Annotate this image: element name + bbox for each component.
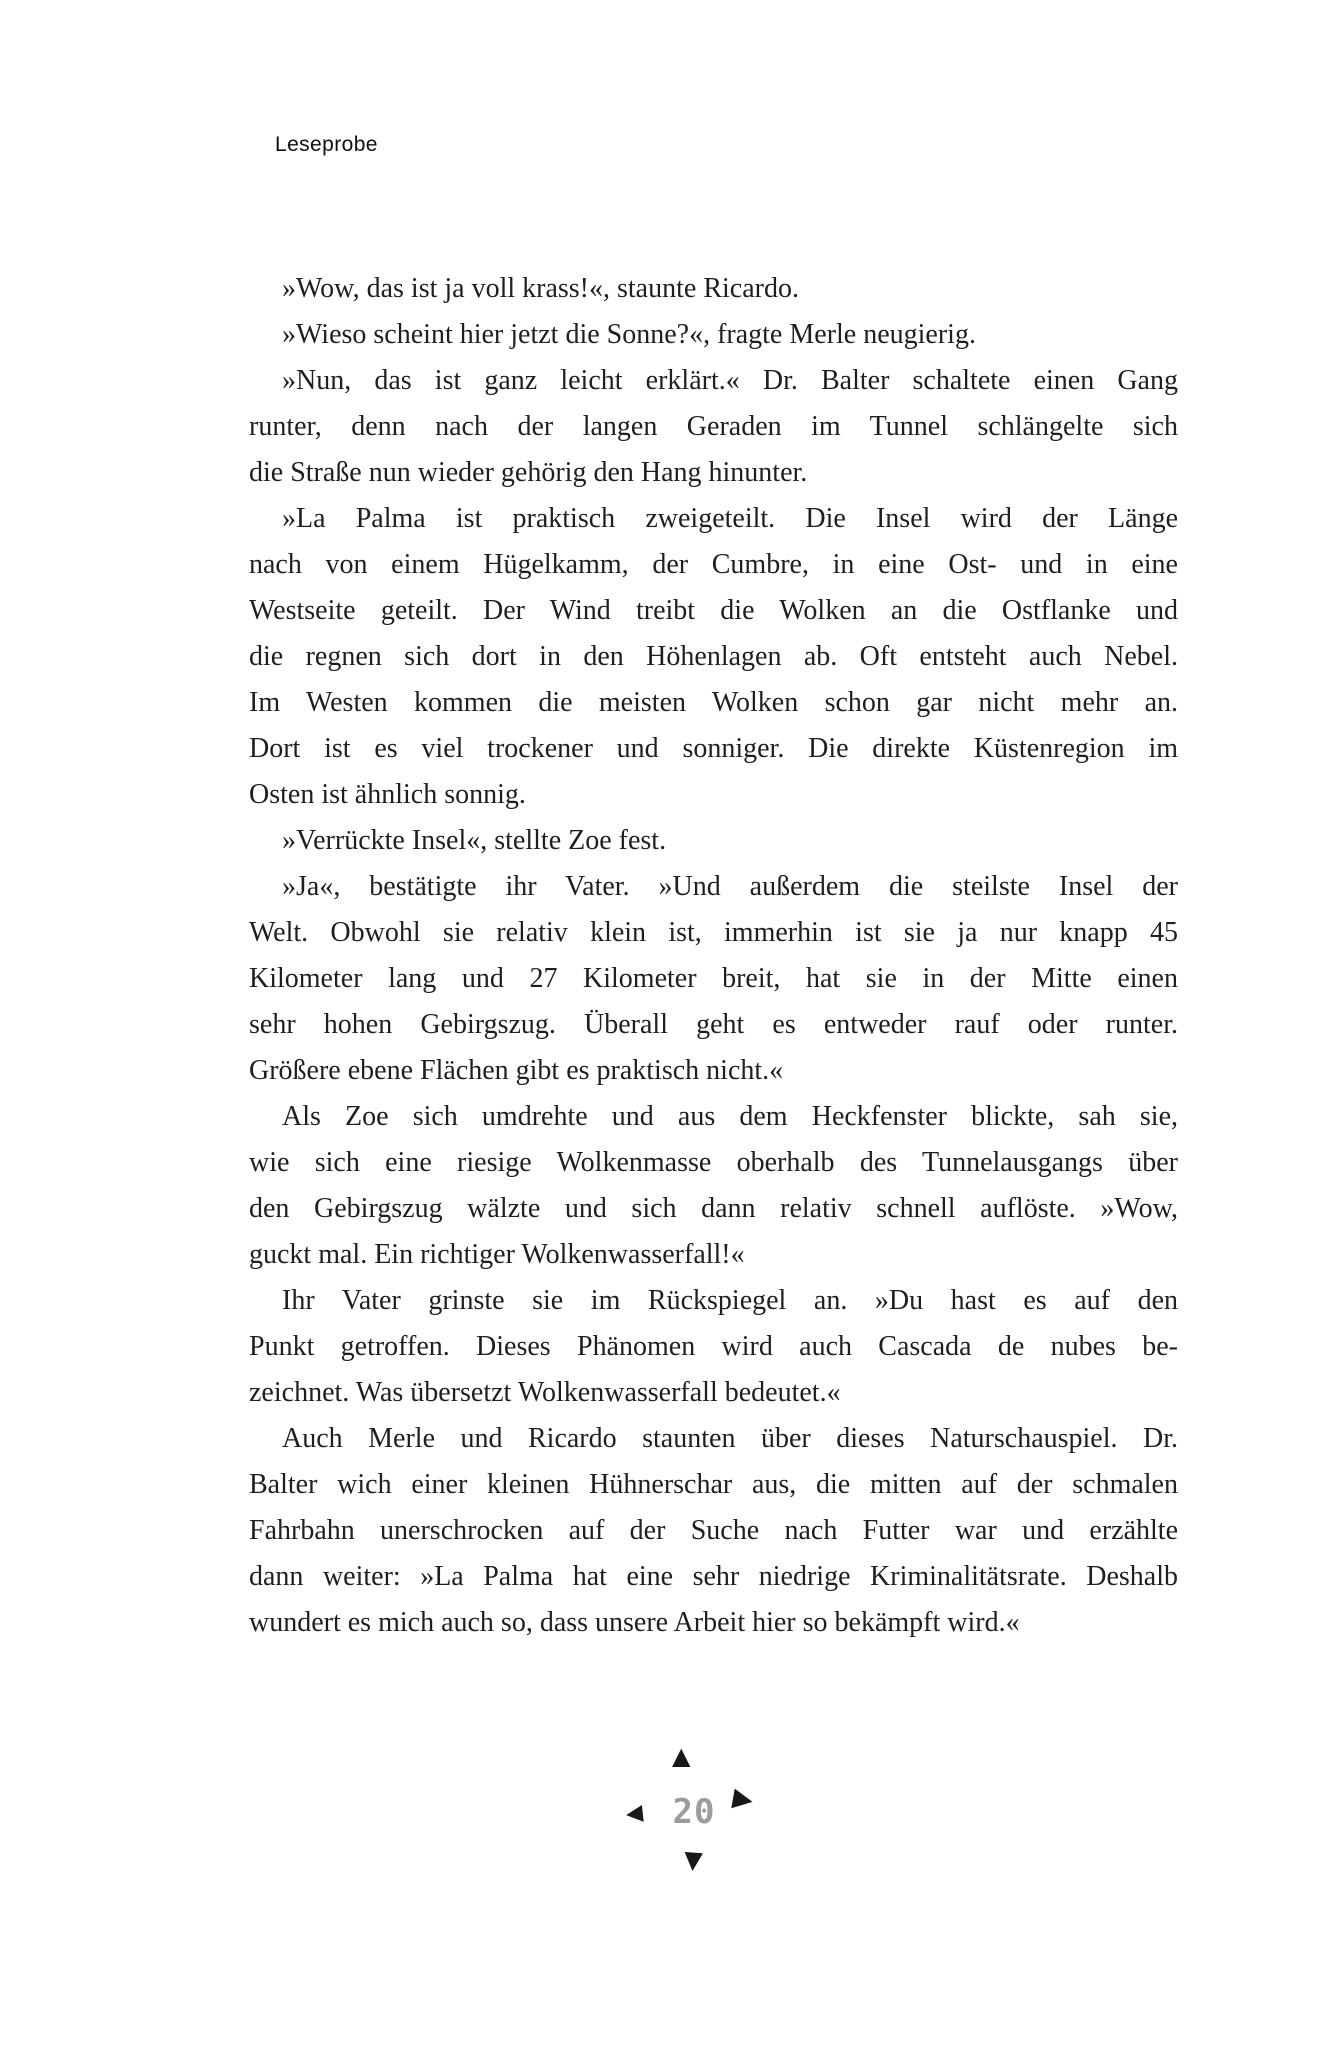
text-line: Ihr Vater grinste sie im Rückspiegel an. »Du hast es auf den [282, 1285, 1178, 1316]
paragraph [249, 312, 1178, 358]
page-header-label: Leseprobe [275, 133, 378, 156]
paragraph [249, 818, 1178, 864]
scroll-up-button[interactable] [672, 1744, 690, 1768]
up-arrow-icon: ▲ [672, 1742, 691, 1770]
text-line: Balter wich einer kleinen Hühnerschar aus, die mitten auf der schmalen [249, 1469, 1178, 1500]
text-line: Osten ist ähnlich sonnig. [249, 779, 526, 810]
page-text [249, 266, 1178, 1646]
paragraph [249, 266, 1178, 312]
text-line: zeichnet. Was übersetzt Wolkenwasserfall bedeutet.« [249, 1377, 841, 1408]
text-line: die regnen sich dort in den Höhenlagen ab. Oft entsteht auch Nebel. [249, 641, 1178, 672]
paragraph [249, 496, 1178, 818]
text-line: Auch Merle und Ricardo staunten über dieses Naturschauspiel. Dr. [282, 1423, 1178, 1454]
text-line: Welt. Obwohl sie relativ klein ist, immerhin ist sie ja nur knapp 45 [249, 917, 1178, 948]
paragraph [249, 864, 1178, 1094]
text-line: »Verrückte Insel«, stellte Zoe fest. [282, 825, 667, 856]
page-number: 20 [672, 1792, 716, 1832]
previous-page-button[interactable] [625, 1802, 644, 1826]
text-line: Westseite geteilt. Der Wind treibt die Wolken an die Ostflanke und [249, 595, 1178, 626]
text-line: runter, denn nach der langen Geraden im Tunnel schlängelte sich [249, 411, 1178, 442]
text-line: sehr hohen Gebirgszug. Überall geht es entweder rauf oder runter. [249, 1009, 1178, 1040]
paragraph [249, 358, 1178, 496]
text-line: Punkt getroffen. Dieses Phänomen wird auch Cascada de nubes be- [249, 1331, 1178, 1362]
text-line: Kilometer lang und 27 Kilometer breit, hat sie in der Mitte einen [249, 963, 1178, 994]
text-line: Als Zoe sich umdrehte und aus dem Heckfenster blickte, sah sie, [282, 1101, 1178, 1132]
text-line: »Wow, das ist ja voll krass!«, staunte Ricardo. [282, 273, 799, 304]
text-line: Dort ist es viel trockener und sonniger. Die direkte Küstenregion im [249, 733, 1178, 764]
paragraph [249, 1094, 1178, 1278]
scroll-down-button[interactable] [683, 1845, 704, 1875]
paragraph [249, 1278, 1178, 1416]
text-line: Größere ebene Flächen gibt es praktisch nicht.« [249, 1055, 784, 1086]
text-line: »Nun, das ist ganz leicht erklärt.« Dr. Balter schaltete einen Gang [282, 365, 1178, 396]
paragraph [249, 1416, 1178, 1646]
text-line: »Wieso scheint hier jetzt die Sonne?«, fragte Merle neugierig. [282, 319, 976, 350]
text-line: »Ja«, bestätigte ihr Vater. »Und außerdem die steilste Insel der [282, 871, 1178, 902]
down-arrow-icon: ▼ [683, 1845, 704, 1875]
text-line: »La Palma ist praktisch zweigeteilt. Die Insel wird der Länge [282, 503, 1178, 534]
right-arrow-icon: ▶ [730, 1782, 756, 1816]
text-line: Fahrbahn unerschrocken auf der Suche nach Futter war und erzählte [249, 1515, 1178, 1546]
text-line: die Straße nun wieder gehörig den Hang hinunter. [249, 457, 808, 488]
text-line: guckt mal. Ein richtiger Wolkenwasserfall!« [249, 1239, 745, 1270]
text-line: den Gebirgszug wälzte und sich dann relativ schnell auflöste. »Wow, [249, 1193, 1178, 1224]
next-page-button[interactable] [730, 1782, 756, 1816]
text-line: wundert es mich auch so, dass unsere Arbeit hier so bekämpft wird.« [249, 1607, 1020, 1638]
text-line: Im Westen kommen die meisten Wolken schon gar nicht mehr an. [249, 687, 1178, 718]
text-line: nach von einem Hügelkamm, der Cumbre, in eine Ost- und in eine [249, 549, 1178, 580]
left-arrow-icon: ◀ [624, 1800, 645, 1827]
text-line: dann weiter: »La Palma hat eine sehr niedrige Kriminalitätsrate. Deshalb [249, 1561, 1178, 1592]
text-line: wie sich eine riesige Wolkenmasse oberhalb des Tunnelausgangs über [249, 1147, 1178, 1178]
